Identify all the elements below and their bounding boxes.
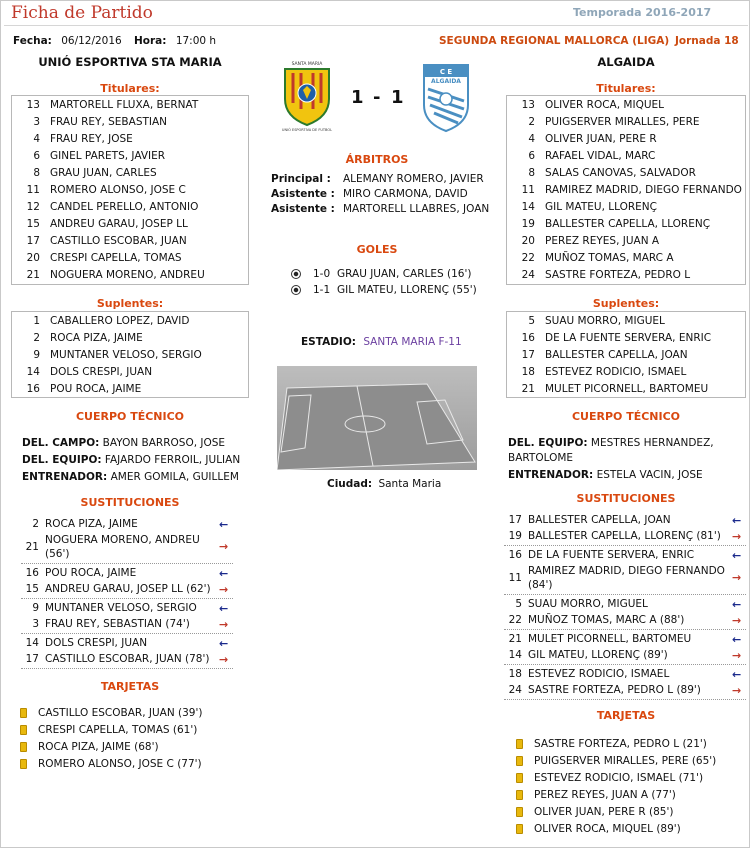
yellow-card-icon — [20, 708, 27, 718]
match-date — [13, 35, 122, 47]
home-sustituciones-label: SUSTITUCIONES — [80, 496, 180, 509]
home-sub-number: 3 — [32, 618, 39, 630]
home-tarjeta-row[interactable] — [19, 757, 239, 772]
away-staff — [508, 436, 738, 483]
home-suplente-name: MUNTANER VELOSO, SERGIO — [50, 349, 202, 361]
away-sub-number: 24 — [508, 684, 522, 696]
home-titulares-list — [11, 95, 249, 285]
home-sub-row[interactable] — [21, 601, 233, 616]
away-sub-name: RAMIREZ MADRID, DIEGO FERNANDO — [528, 565, 725, 577]
home-staff — [22, 436, 252, 485]
away-crest-letters: C E — [439, 68, 453, 76]
arrow-left-icon: ← — [219, 518, 229, 531]
away-titular-row[interactable] — [507, 216, 745, 233]
home-sub-name: CASTILLO ESCOBAR, JUAN (78') — [45, 653, 210, 665]
home-titular-name: FRAU REY, SEBASTIAN — [50, 116, 168, 128]
home-sub-number: 16 — [25, 567, 39, 579]
score-home: 1 — [351, 87, 364, 108]
away-sub-row[interactable] — [504, 564, 746, 593]
home-titular-row[interactable] — [12, 131, 248, 148]
away-sub-name: BALLESTER CAPELLA, LLORENÇ (81') — [528, 530, 721, 542]
home-titular-number: 8 — [33, 167, 40, 179]
home-sub-row[interactable] — [21, 636, 233, 651]
away-sub-name: SUAU MORRO, MIGUEL — [528, 598, 648, 610]
arbitro-name: MIRO CARMONA, DAVID — [343, 188, 468, 200]
away-tarjeta-row[interactable] — [515, 805, 735, 820]
away-sub-number: 14 — [508, 649, 522, 661]
away-del-equipo-value: MESTRES HERNANDEZ, — [590, 437, 714, 449]
hora-label: Hora: — [134, 35, 167, 47]
away-titular-number: 13 — [521, 99, 535, 111]
stadium-photo — [277, 366, 477, 470]
ciudad-value: Santa Maria — [378, 478, 442, 490]
away-titular-name: RAFAEL VIDAL, MARC — [545, 150, 656, 162]
home-sub-name: ANDREU GARAU, JOSEP LL (62') — [45, 583, 211, 595]
away-titular-number: 8 — [528, 167, 535, 179]
home-sub-row[interactable] — [21, 617, 233, 632]
away-suplentes-label: Suplentes: — [592, 297, 660, 310]
sub-separator — [21, 598, 233, 599]
home-del-equipo — [22, 453, 252, 468]
sub-separator — [504, 545, 746, 546]
away-titular-row[interactable] — [507, 233, 745, 250]
away-titular-row[interactable] — [507, 182, 745, 199]
sub-separator — [504, 629, 746, 630]
away-titulares-list — [506, 95, 746, 285]
away-sub-name: DE LA FUENTE SERVERA, ENRIC — [528, 549, 695, 561]
sub-separator — [21, 668, 233, 669]
away-titular-row[interactable] — [507, 148, 745, 165]
sub-separator — [21, 633, 233, 634]
away-titular-name: SASTRE FORTEZA, PEDRO L — [545, 269, 691, 281]
away-tarjeta-text: SASTRE FORTEZA, PEDRO L (21') — [534, 738, 707, 750]
away-sub-name: SASTRE FORTEZA, PEDRO L (89') — [528, 684, 701, 696]
home-titular-name: CASTILLO ESCOBAR, JUAN — [50, 235, 187, 247]
home-entrenador — [22, 470, 252, 485]
away-entrenador — [508, 468, 738, 483]
away-suplente-name: SUAU MORRO, MIGUEL — [545, 315, 665, 327]
away-titular-number: 11 — [521, 184, 535, 196]
home-titular-name: FRAU REY, JOSE — [50, 133, 133, 145]
arrow-right-icon: → — [732, 530, 742, 543]
away-crest-text: ALGAIDA — [431, 78, 461, 85]
away-tarjeta-text: PUIGSERVER MIRALLES, PERE (65') — [534, 755, 717, 767]
home-suplente-number: 1 — [33, 315, 40, 327]
fecha-value: 06/12/2016 — [61, 35, 122, 47]
away-sub-number: 21 — [508, 633, 522, 645]
page-title: Ficha de Partido — [11, 3, 153, 23]
home-del-equipo-label: DEL. EQUIPO: — [22, 454, 102, 466]
away-tarjeta-row[interactable] — [515, 788, 735, 803]
hora-value: 17:00 h — [175, 35, 217, 47]
home-tarjeta-row[interactable] — [19, 740, 239, 755]
home-suplente-name: CABALLERO LOPEZ, DAVID — [50, 315, 190, 327]
home-titular-name: GRAU JUAN, CARLES — [50, 167, 157, 179]
away-sustituciones-label: SUSTITUCIONES — [576, 492, 676, 505]
home-sub-row[interactable] — [21, 517, 233, 532]
away-titular-name: PUIGSERVER MIRALLES, PERE — [545, 116, 700, 128]
away-tarjeta-row[interactable] — [515, 754, 735, 769]
home-suplente-row[interactable] — [12, 347, 248, 364]
arrow-left-icon: ← — [732, 598, 742, 611]
away-titular-row[interactable] — [507, 267, 745, 284]
away-suplente-row[interactable] — [507, 313, 745, 330]
home-tarjeta-text: CASTILLO ESCOBAR, JUAN (39') — [38, 707, 203, 719]
away-suplente-name: MULET PICORNELL, BARTOMEU — [545, 383, 709, 395]
home-tarjetas-label: TARJETAS — [100, 680, 160, 693]
home-sub-minute: (56') — [45, 548, 70, 560]
home-suplente-number: 2 — [33, 332, 40, 344]
away-titular-number: 20 — [521, 235, 535, 247]
away-titular-number: 4 — [528, 133, 535, 145]
arrow-right-icon: → — [219, 653, 229, 666]
away-sub-name: MULET PICORNELL, BARTOMEU — [528, 633, 692, 645]
arbitro-role: Asistente : — [271, 188, 335, 200]
home-del-campo-label: DEL. CAMPO: — [22, 437, 100, 449]
competition-name: SEGUNDA REGIONAL MALLORCA (LIGA) — [439, 35, 670, 47]
home-del-campo — [22, 436, 252, 451]
home-cuerpo-label: CUERPO TÉCNICO — [75, 410, 185, 423]
home-suplente-number: 14 — [26, 366, 40, 378]
sub-separator — [504, 664, 746, 665]
away-suplente-number: 21 — [521, 383, 535, 395]
away-sub-name: MUÑOZ TOMAS, MARC A (88') — [528, 614, 685, 626]
estadio-link[interactable]: SANTA MARIA F-11 — [363, 336, 462, 348]
yellow-card-icon — [516, 773, 523, 783]
home-tarjeta-row[interactable] — [19, 723, 239, 738]
sub-separator — [21, 563, 233, 564]
away-del-equipo-label: DEL. EQUIPO: — [508, 437, 588, 449]
home-titular-row[interactable] — [12, 199, 248, 216]
stadium-field-image — [277, 366, 477, 470]
home-tarjeta-row[interactable] — [19, 706, 239, 721]
arbitro-name: ALEMANY ROMERO, JAVIER — [343, 173, 484, 185]
away-titular-row[interactable] — [507, 250, 745, 267]
arrow-left-icon: ← — [732, 668, 742, 681]
away-sub-number: 18 — [508, 668, 522, 680]
home-tarjetas-list — [19, 706, 249, 776]
away-titular-name: OLIVER JUAN, PERE R — [545, 133, 657, 145]
away-suplente-row[interactable] — [507, 330, 745, 347]
away-sub-number: 17 — [508, 514, 522, 526]
away-titular-name: OLIVER ROCA, MIQUEL — [545, 99, 665, 111]
away-titular-row[interactable] — [507, 114, 745, 131]
yellow-card-icon — [516, 756, 523, 766]
home-suplente-row[interactable] — [12, 381, 248, 398]
home-sub-row[interactable] — [21, 582, 233, 597]
arbitros-label: ÁRBITROS — [345, 153, 409, 166]
gol-score: 1-1 — [313, 284, 331, 296]
yellow-card-icon — [516, 807, 523, 817]
away-sub-number: 22 — [508, 614, 522, 626]
home-tarjeta-text: CRESPI CAPELLA, TOMAS (61') — [38, 724, 198, 736]
jornada-label: Jornada 18 — [675, 35, 739, 47]
away-suplente-name: DE LA FUENTE SERVERA, ENRIC — [545, 332, 712, 344]
home-sub-row[interactable] — [21, 566, 233, 581]
away-titular-row[interactable] — [507, 165, 745, 182]
home-titular-number: 4 — [33, 133, 40, 145]
away-titular-number: 24 — [521, 269, 535, 281]
away-titular-name: BALLESTER CAPELLA, LLORENÇ — [545, 218, 711, 230]
home-titular-name: CANDEL PERELLO, ANTONIO — [50, 201, 199, 213]
away-sustituciones-list — [504, 513, 744, 695]
away-tarjeta-row[interactable] — [515, 822, 735, 837]
home-titular-row[interactable] — [12, 114, 248, 131]
home-crest-top-text: SANTA MARIA — [291, 62, 323, 67]
soccer-ball-icon — [291, 285, 301, 295]
home-del-equipo-value: FAJARDO FERROIL, JULIAN — [104, 454, 241, 466]
arbitro-role: Principal : — [271, 173, 331, 185]
home-entrenador-label: ENTRENADOR: — [22, 471, 108, 483]
home-suplente-name: ROCA PIZA, JAIME — [50, 332, 143, 344]
home-crest-icon — [279, 59, 335, 133]
arbitro-name: MARTORELL LLABRES, JOAN — [343, 203, 490, 215]
home-titular-row[interactable] — [12, 165, 248, 182]
away-sub-row[interactable] — [504, 548, 746, 563]
home-entrenador-value: AMER GOMILA, GUILLEM — [110, 471, 239, 483]
arrow-right-icon: → — [219, 540, 229, 553]
away-suplentes-list — [506, 311, 746, 398]
arrow-left-icon: ← — [732, 514, 742, 527]
home-titular-name: ROMERO ALONSO, JOSE C — [50, 184, 186, 196]
away-suplente-name: BALLESTER CAPELLA, JOAN — [545, 349, 688, 361]
away-titular-number: 6 — [528, 150, 535, 162]
home-sub-name: DOLS CRESPI, JUAN — [45, 637, 148, 649]
match-time — [134, 35, 216, 47]
away-sub-name: BALLESTER CAPELLA, JOAN — [528, 514, 671, 526]
home-sub-number: 21 — [25, 541, 39, 553]
ciudad-label: Ciudad: — [327, 478, 373, 490]
home-tarjeta-text: ROMERO ALONSO, JOSE C (77') — [38, 758, 202, 770]
home-sub-number: 9 — [32, 602, 39, 614]
away-tarjetas-list — [515, 737, 745, 839]
home-titular-name: NOGUERA MORENO, ANDREU — [50, 269, 205, 281]
away-tarjetas-label: TARJETAS — [596, 709, 656, 722]
away-sub-number: 5 — [515, 598, 522, 610]
away-sub-row[interactable] — [504, 632, 746, 647]
home-titular-row[interactable] — [12, 97, 248, 114]
sub-separator — [504, 699, 746, 700]
yellow-card-icon — [20, 742, 27, 752]
away-sub-name: ESTEVEZ RODICIO, ISMAEL — [528, 668, 670, 680]
away-suplente-number: 17 — [521, 349, 535, 361]
away-sub-minute: (84') — [528, 579, 553, 591]
soccer-ball-icon — [291, 269, 301, 279]
away-titular-row[interactable] — [507, 131, 745, 148]
home-sub-number: 15 — [25, 583, 39, 595]
home-crest-bottom-text: UNIÓ ESPORTIVA DE FUTBOL — [281, 128, 333, 132]
yellow-card-icon — [20, 759, 27, 769]
home-titular-number: 6 — [33, 150, 40, 162]
gol-score: 1-0 — [313, 268, 331, 280]
home-sub-number: 14 — [25, 637, 39, 649]
gol-scorer: GIL MATEU, LLORENÇ (55') — [337, 284, 477, 296]
away-del-equipo — [508, 436, 738, 451]
away-titular-number: 19 — [521, 218, 535, 230]
home-suplente-row[interactable] — [12, 330, 248, 347]
arrow-right-icon: → — [732, 684, 742, 697]
arrow-left-icon: ← — [219, 602, 229, 615]
yellow-card-icon — [516, 739, 523, 749]
away-sub-row[interactable] — [504, 529, 746, 544]
away-del-equipo-line2: BARTOLOME — [508, 452, 574, 464]
home-titular-number: 11 — [26, 184, 40, 196]
arrow-left-icon: ← — [732, 549, 742, 562]
yellow-card-icon — [20, 725, 27, 735]
away-titulares-label: Titulares: — [596, 82, 656, 95]
home-sub-name: ROCA PIZA, JAIME — [45, 518, 138, 530]
arrow-right-icon: → — [219, 583, 229, 596]
home-titular-number: 13 — [26, 99, 40, 111]
home-titular-name: GINEL PARETS, JAVIER — [50, 150, 166, 162]
away-suplente-row[interactable] — [507, 364, 745, 381]
fecha-label: Fecha: — [13, 35, 52, 47]
away-sub-row[interactable] — [504, 597, 746, 612]
home-suplentes-label: Suplentes: — [96, 297, 164, 310]
away-sub-number: 11 — [508, 572, 522, 584]
home-titular-row[interactable] — [12, 216, 248, 233]
away-sub-row[interactable] — [504, 613, 746, 628]
away-sub-row[interactable] — [504, 513, 746, 528]
home-team-crest[interactable] — [279, 59, 335, 133]
home-titular-number: 21 — [26, 269, 40, 281]
away-entrenador-value: ESTELA VACIN, JOSE — [596, 469, 703, 481]
home-titular-row[interactable] — [12, 267, 248, 284]
home-titular-number: 20 — [26, 252, 40, 264]
away-titular-name: GIL MATEU, LLORENÇ — [545, 201, 657, 213]
arrow-right-icon: → — [732, 571, 742, 584]
home-sub-number: 17 — [25, 653, 39, 665]
arrow-left-icon: ← — [219, 637, 229, 650]
home-suplentes-list — [11, 311, 249, 398]
estadio — [301, 336, 462, 348]
home-titular-row[interactable] — [12, 148, 248, 165]
home-suplente-name: POU ROCA, JAIME — [50, 383, 142, 395]
away-titular-number: 22 — [521, 252, 535, 264]
score-separator: - — [373, 87, 381, 108]
home-team-name: UNIÓ ESPORTIVA STA MARIA — [38, 55, 222, 69]
home-titular-name: CRESPI CAPELLA, TOMAS — [50, 252, 182, 264]
arrow-right-icon: → — [732, 649, 742, 662]
home-tarjeta-text: ROCA PIZA, JAIME (68') — [38, 741, 159, 753]
arrow-right-icon: → — [219, 618, 229, 631]
arrow-left-icon: ← — [732, 633, 742, 646]
away-tarjeta-text: OLIVER ROCA, MIQUEL (89') — [534, 823, 681, 835]
arbitro-role: Asistente : — [271, 203, 335, 215]
home-sub-name: FRAU REY, SEBASTIAN (74') — [45, 618, 190, 630]
away-tarjeta-row[interactable] — [515, 771, 735, 786]
home-sub-name: NOGUERA MORENO, ANDREU — [45, 534, 200, 546]
away-titular-name: MUÑOZ TOMAS, MARC A — [545, 252, 674, 264]
home-suplente-number: 16 — [26, 383, 40, 395]
yellow-card-icon — [516, 790, 523, 800]
away-sub-row[interactable] — [504, 683, 746, 698]
yellow-card-icon — [516, 824, 523, 834]
away-sub-number: 16 — [508, 549, 522, 561]
home-sub-row[interactable] — [21, 652, 233, 667]
home-titular-row[interactable] — [12, 182, 248, 199]
goles-label: GOLES — [356, 243, 398, 256]
away-tarjeta-text: OLIVER JUAN, PERE R (85') — [534, 806, 674, 818]
season-label: Temporada 2016-2017 — [573, 6, 712, 19]
away-tarjeta-row[interactable] — [515, 737, 735, 752]
home-suplente-name: DOLS CRESPI, JUAN — [50, 366, 153, 378]
away-sub-number: 19 — [508, 530, 522, 542]
home-sustituciones-list — [21, 517, 236, 665]
away-sub-name: GIL MATEU, LLORENÇ (89') — [528, 649, 668, 661]
ciudad — [327, 478, 441, 490]
away-entrenador-label: ENTRENADOR: — [508, 469, 594, 481]
home-suplente-number: 9 — [33, 349, 40, 361]
home-titular-name: ANDREU GARAU, JOSEP LL — [50, 218, 188, 230]
away-suplente-number: 18 — [521, 366, 535, 378]
away-titular-number: 2 — [528, 116, 535, 128]
away-tarjeta-text: ESTEVEZ RODICIO, ISMAEL (71') — [534, 772, 704, 784]
away-suplente-number: 5 — [528, 315, 535, 327]
home-titular-number: 15 — [26, 218, 40, 230]
away-titular-name: SALAS CANOVAS, SALVADOR — [545, 167, 696, 179]
home-titular-number: 12 — [26, 201, 40, 213]
sub-separator — [504, 594, 746, 595]
home-titular-name: MARTORELL FLUXA, BERNAT — [50, 99, 199, 111]
away-sub-row[interactable] — [504, 648, 746, 663]
home-sub-number: 2 — [32, 518, 39, 530]
arrow-right-icon: → — [732, 614, 742, 627]
home-suplente-row[interactable] — [12, 364, 248, 381]
away-titular-row[interactable] — [507, 199, 745, 216]
away-titular-name: RAMIREZ MADRID, DIEGO FERNANDO — [545, 184, 742, 196]
home-titular-number: 3 — [33, 116, 40, 128]
home-sub-name: POU ROCA, JAIME — [45, 567, 137, 579]
score-away: 1 — [391, 87, 404, 108]
home-sub-name: MUNTANER VELOSO, SERGIO — [45, 602, 197, 614]
home-del-campo-value: BAYON BARROSO, JOSE — [102, 437, 226, 449]
away-suplente-name: ESTEVEZ RODICIO, ISMAEL — [545, 366, 687, 378]
away-crest-icon — [420, 61, 472, 133]
away-titular-number: 14 — [521, 201, 535, 213]
away-titular-name: PEREZ REYES, JUAN A — [545, 235, 660, 247]
estadio-label: ESTADIO: — [301, 336, 356, 348]
home-titular-row[interactable] — [12, 233, 248, 250]
away-suplente-row[interactable] — [507, 381, 745, 398]
away-tarjeta-text: PEREZ REYES, JUAN A (77') — [534, 789, 676, 801]
away-suplente-row[interactable] — [507, 347, 745, 364]
away-cuerpo-label: CUERPO TÉCNICO — [571, 410, 681, 423]
away-team-name: ALGAIDA — [597, 55, 655, 69]
home-titular-number: 17 — [26, 235, 40, 247]
away-sub-row[interactable] — [504, 667, 746, 682]
gol-scorer: GRAU JUAN, CARLES (16') — [337, 268, 472, 280]
away-team-crest[interactable] — [420, 61, 472, 133]
away-titular-row[interactable] — [507, 97, 745, 114]
home-suplente-row[interactable] — [12, 313, 248, 330]
away-suplente-number: 16 — [521, 332, 535, 344]
arrow-left-icon: ← — [219, 567, 229, 580]
home-sub-row[interactable] — [21, 533, 233, 562]
home-titulares-label: Titulares: — [100, 82, 160, 95]
home-titular-row[interactable] — [12, 250, 248, 267]
